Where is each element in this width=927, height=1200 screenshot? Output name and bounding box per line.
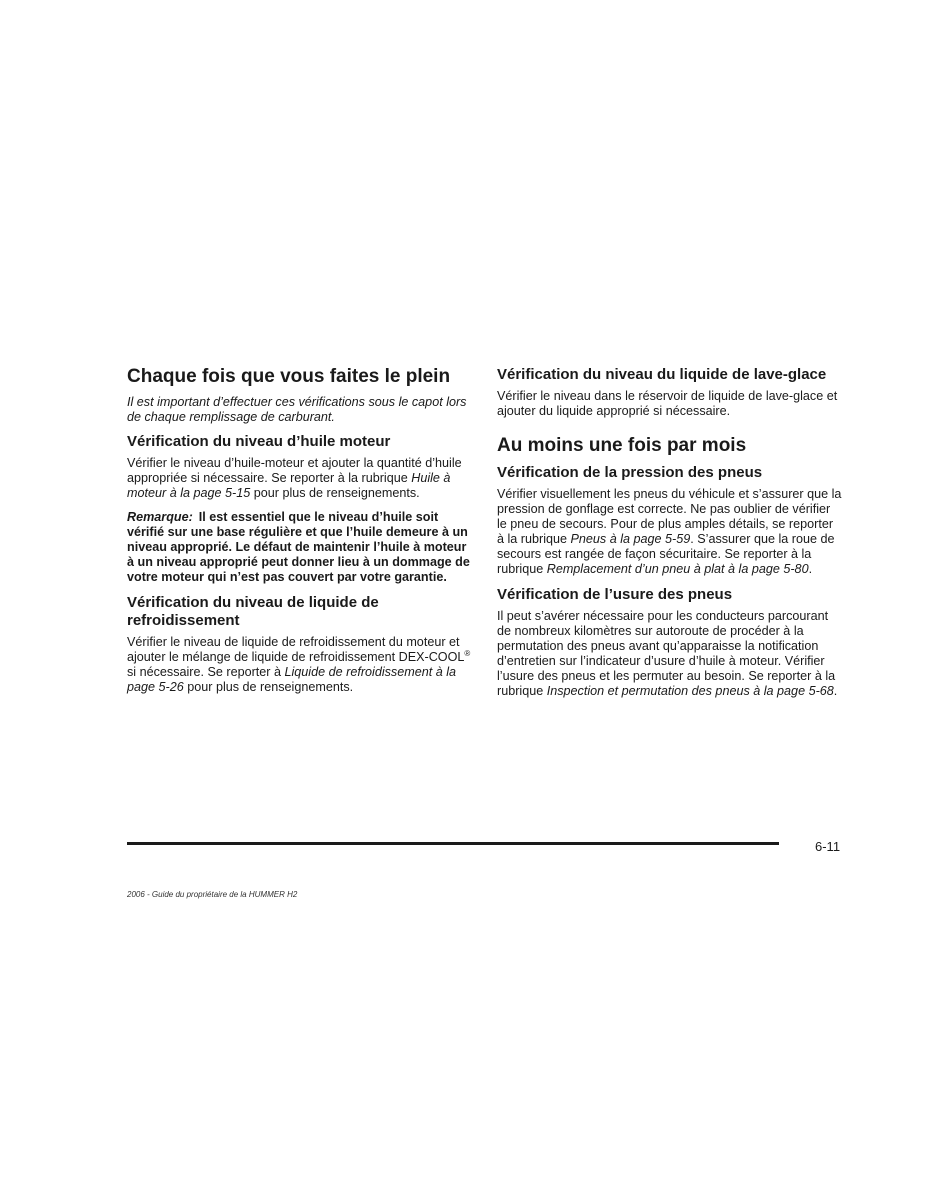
pressure-text: Vérifier visuellement les pneus du véhicule et s’assurer que la pression de gonflage est correcte. Ne pas oublier de vérifier le pneu de secours. Pour de plus amples détails, se reporter à la rubrique Pneus à la page 5-59. S’assurer que la roue de secours est rangée de façon sécuritaire. Se reporter à la rubrique Remplacement d’un pneu à plat à la page 5-80. bbox=[497, 486, 842, 576]
footer-text: 2006 - Guide du propriétaire de la HUMMER H2 bbox=[127, 890, 298, 899]
right-column bbox=[497, 366, 842, 699]
oil-text: Vérifier le niveau d’huile-moteur et ajouter la quantité d’huile appropriée si nécessaire. Se reporter à la rubrique Huile à moteur à la page 5-15 pour plus de renseignements. bbox=[127, 455, 462, 500]
oil-ref: Huile à moteur à la page 5-15 bbox=[127, 470, 451, 500]
coolant-heading: Vérification du niveau de liquide de refroidissement bbox=[127, 593, 379, 629]
wear-ref: Inspection et permutation des pneus à la page 5-68 bbox=[546, 683, 834, 698]
section-title-refuel: Chaque fois que vous faites le plein bbox=[127, 366, 451, 387]
pressure-ref-1: Pneus à la page 5-59 bbox=[570, 531, 691, 546]
wear-heading: Vérification de l’usure des pneus bbox=[497, 585, 733, 603]
oil-heading: Vérification du niveau d’huile moteur bbox=[127, 432, 391, 450]
left-column bbox=[127, 366, 472, 695]
footer-rule bbox=[127, 842, 779, 845]
washer-heading: Vérification du niveau du liquide de lave-glace bbox=[497, 366, 827, 383]
wear-text: Il peut s’avérer nécessaire pour les conducteurs parcourant de nombreux kilomètres sur autoroute de procéder à la permutation des pneus avant qu’apparaisse la notification d’entretien sur l’indicateur d’usure d’huile à moteur. Vérifier l’usure des pneus et les permuter au besoin. Se reporter à la rubrique Inspection et permutation des pneus à la page 5-68. bbox=[497, 608, 838, 698]
coolant-ref: Liquide de refroidissement à la page 5-26 bbox=[127, 664, 457, 694]
section-title-monthly: Au moins une fois par mois bbox=[497, 435, 747, 456]
oil-note: Remarque: Il est essentiel que le niveau d’huile soit vérifié sur une base régulière et que l’huile demeure à un niveau approprié. Le défaut de maintenir l’huile à moteur à un niveau approprié peut donner lieu à un dommage de votre moteur qui n’est pas couvert par votre garantie. bbox=[127, 509, 470, 584]
washer-text: Vérifier le niveau dans le réservoir de liquide de lave-glace et ajouter du liquide approprié si nécessaire. bbox=[497, 389, 838, 418]
pressure-ref-2: Remplacement d’un pneu à plat à la page 5-80 bbox=[546, 561, 809, 576]
pressure-heading: Vérification de la pression des pneus bbox=[497, 463, 763, 481]
intro-text: Il est important d’effectuer ces vérifications sous le capot lors de chaque remplissage de carburant. bbox=[127, 394, 467, 424]
note-label: Remarque: bbox=[127, 509, 193, 524]
coolant-text: Vérifier le niveau de liquide de refroidissement du moteur et ajouter le mélange de liquide de refroidissement DEX-COOL® si nécessaire. Se reporter à Liquide de refroidissement à la page 5-26 pour plus de renseignements. bbox=[127, 634, 471, 694]
page-number: 6-11 bbox=[815, 839, 841, 854]
